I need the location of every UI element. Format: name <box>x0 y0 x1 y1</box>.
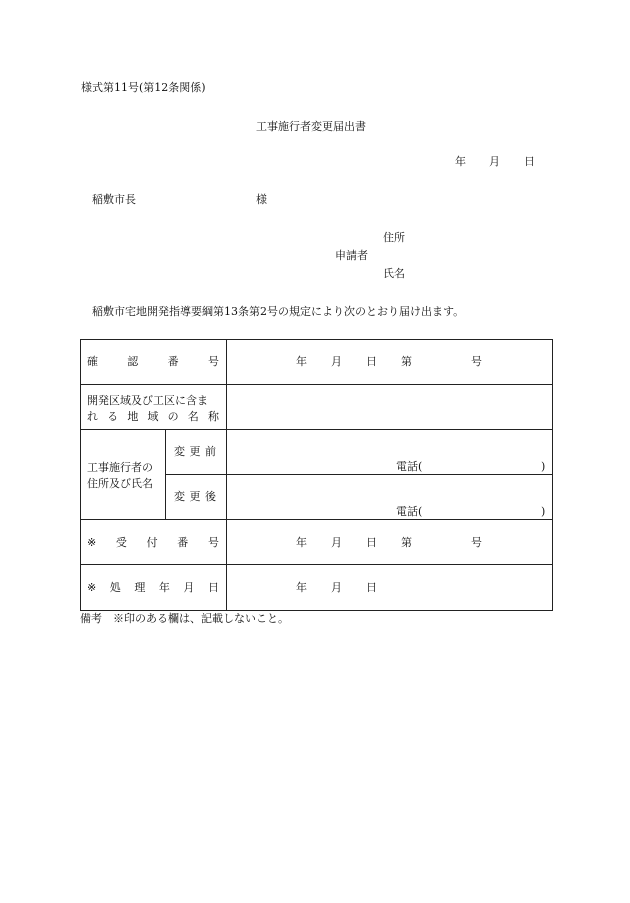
phone-label: 電話( <box>396 460 423 473</box>
row-divider <box>81 564 552 565</box>
field-go: 号 <box>471 536 482 549</box>
before-change-label: 変 更 前 <box>174 445 216 458</box>
notification-table <box>80 339 553 611</box>
row-confirmation-number-label: 確 認 番 号 <box>87 355 219 368</box>
field-go: 号 <box>471 355 482 368</box>
row-development-area-label-line1: 開発区域及び工区に含ま <box>87 394 208 407</box>
row-receipt-number-label: ※ 受 付 番 号 <box>87 536 219 549</box>
column-divider <box>226 340 227 610</box>
addressee-honorific: 様 <box>256 193 267 206</box>
row-development-area-label-line2: れ る 地 域 の 名 称 <box>87 410 219 423</box>
after-change-label: 変 更 後 <box>174 490 216 503</box>
field-month: 月 <box>331 536 342 549</box>
phone-close: ) <box>541 460 546 473</box>
contractor-label-line2: 住所及び氏名 <box>87 477 153 490</box>
field-day: 日 <box>366 355 377 368</box>
row-divider <box>81 429 552 430</box>
form-number: 様式第11号(第12条関係) <box>81 81 206 94</box>
date-year: 年 <box>455 155 466 168</box>
applicant-name-label: 氏名 <box>383 267 405 280</box>
contractor-label-line1: 工事施行者の <box>87 461 153 474</box>
date-month: 月 <box>489 155 500 168</box>
field-dai: 第 <box>401 355 412 368</box>
column-divider <box>165 429 166 519</box>
phone-label: 電話( <box>396 505 423 518</box>
statement-text: 稲敷市宅地開発指導要綱第13条第2号の規定により次のとおり届け出ます。 <box>92 305 465 318</box>
addressee-name: 稲敷市長 <box>92 193 136 206</box>
phone-close: ) <box>541 505 546 518</box>
applicant-label: 申請者 <box>335 249 368 262</box>
field-year: 年 <box>296 536 307 549</box>
row-divider <box>81 519 552 520</box>
field-year: 年 <box>296 355 307 368</box>
remarks-note: 備考 ※印のある欄は、記載しないこと。 <box>80 612 289 625</box>
field-month: 月 <box>331 355 342 368</box>
field-month: 月 <box>331 581 342 594</box>
field-day: 日 <box>366 536 377 549</box>
field-day: 日 <box>366 581 377 594</box>
applicant-address-label: 住所 <box>383 231 405 244</box>
field-year: 年 <box>296 581 307 594</box>
row-divider <box>165 474 552 475</box>
date-day: 日 <box>524 155 535 168</box>
row-processing-date-label: ※ 処 理 年 月 日 <box>87 581 219 594</box>
field-dai: 第 <box>401 536 412 549</box>
development-area-field[interactable] <box>227 385 551 428</box>
document-title: 工事施行者変更届出書 <box>256 120 366 133</box>
